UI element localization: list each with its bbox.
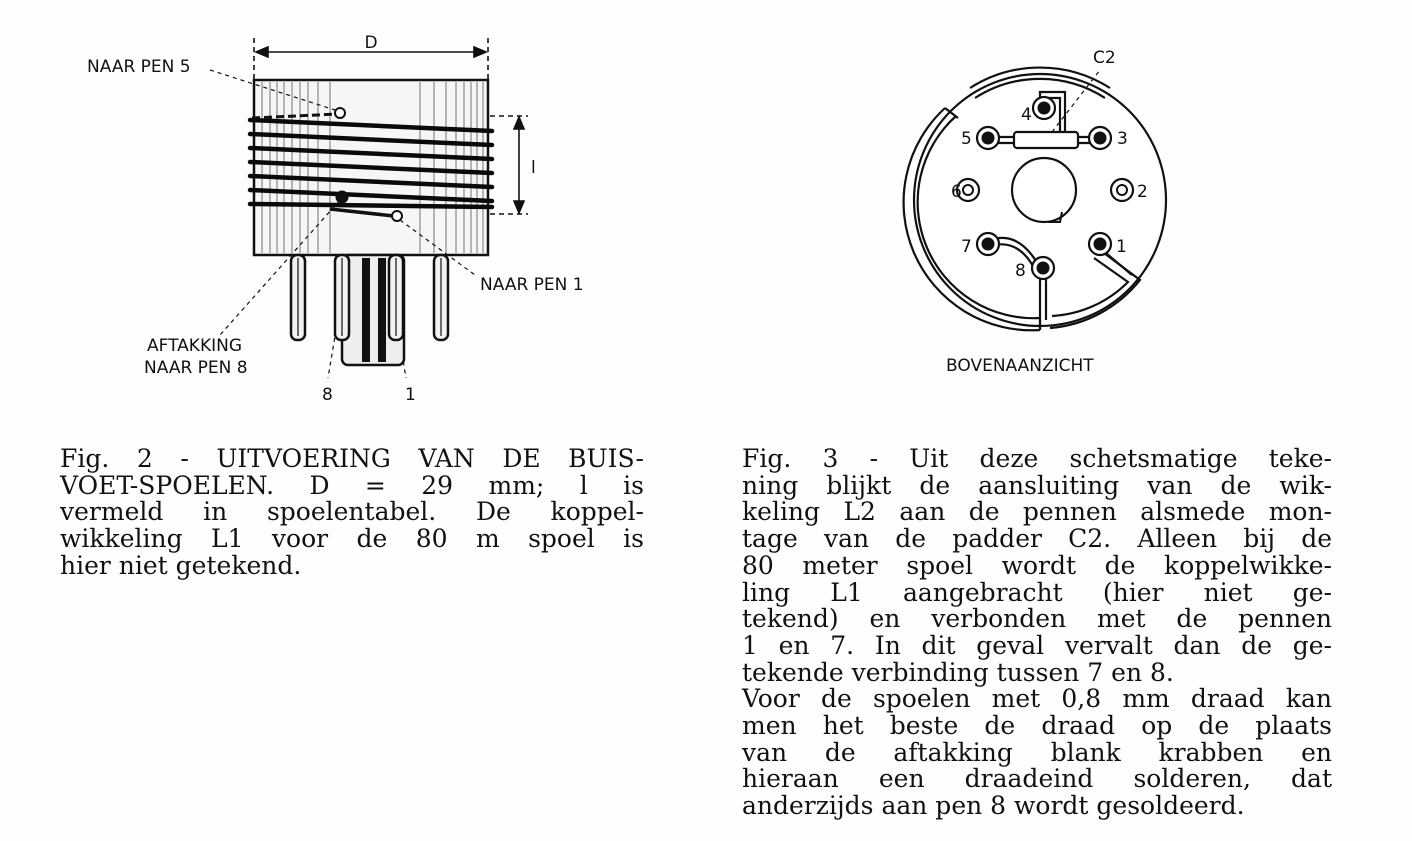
hole-pen-1 [392,211,402,221]
pin-4 [1033,97,1055,119]
caption-figure-3 [742,446,1332,820]
caption-figure-2 [60,446,644,580]
caption-line: VOET-SPOELEN. D = 29 mm; l is [60,470,644,500]
pin-1 [1089,233,1111,255]
pin-3 [1089,127,1111,149]
center-keyhole [1012,158,1076,222]
caption-line: vermeld in spoelentabel. De koppel- [60,497,644,527]
caption-line: 1 en 7. In dit geval vervalt dan de ge- [742,630,1332,660]
label-naar-pen-5: NAAR PEN 5 [87,57,191,77]
pin-label-2: 2 [1137,182,1148,202]
pin-8 [1032,257,1054,279]
caption-line: keling L2 aan de pennen alsmede mon- [742,497,1332,527]
caption-line: Fig. 3 - Uit deze schetsmatige teke- [742,444,1332,473]
caption-line: hieraan een draadeind solderen, dat [742,764,1332,794]
dimension-d-label: D [364,33,378,53]
caption-line: Fig. 2 - UITVOERING VAN DE BUIS- [60,444,644,473]
caption-line: van de aftakking blank krabben en [742,737,1332,767]
label-c2: C2 [1093,48,1116,68]
label-aftakking-line2: NAAR PEN 8 [144,358,248,378]
caption-line: tekend) en verbonden met de pennen [742,604,1332,634]
caption-line: anderzijds aan pen 8 wordt gesoldeerd. [742,791,1245,821]
pin-label-1: 1 [1116,237,1127,257]
caption-line: ling L1 aangebracht (hier niet ge- [742,577,1332,607]
caption-line: 80 meter spoel wordt de koppelwikke- [742,550,1332,580]
label-pin-8: 8 [322,385,333,405]
pin-label-5: 5 [961,129,972,149]
tap-point [336,191,349,204]
caption-line: hier niet getekend. [60,550,302,580]
caption-line: ning blijkt de aansluiting van de wik- [742,470,1332,500]
label-pin-1: 1 [405,385,416,405]
pin-2 [1111,179,1133,201]
caption-line: tage van de padder C2. Alleen bij de [742,524,1332,554]
label-bovenaanzicht: BOVENAANZICHT [946,356,1094,376]
pin-label-3: 3 [1117,129,1128,149]
pin-7 [977,233,999,255]
pin-label-4: 4 [1021,105,1032,125]
pin-label-8: 8 [1015,261,1026,281]
label-naar-pen-1: NAAR PEN 1 [480,275,584,295]
figure-3-top-view [904,48,1166,376]
tube-base-pins [291,255,448,365]
caption-line: tekende verbinding tussen 7 en 8. [742,657,1174,687]
pin-5 [977,127,999,149]
dimension-l [490,116,528,214]
hole-pen-5 [335,108,345,118]
caption-line: men het beste de draad op de plaats [742,711,1332,741]
pin-label-7: 7 [961,237,972,257]
padder-c2 [1014,132,1078,148]
pin-label-6: 6 [951,182,962,202]
caption-line: Voor de spoelen met 0,8 mm draad kan [742,684,1332,714]
caption-line: wikkeling L1 voor de 80 m spoel is [60,524,644,554]
label-aftakking-line1: AFTAKKING [147,336,243,356]
dimension-l-label: l [531,158,536,178]
